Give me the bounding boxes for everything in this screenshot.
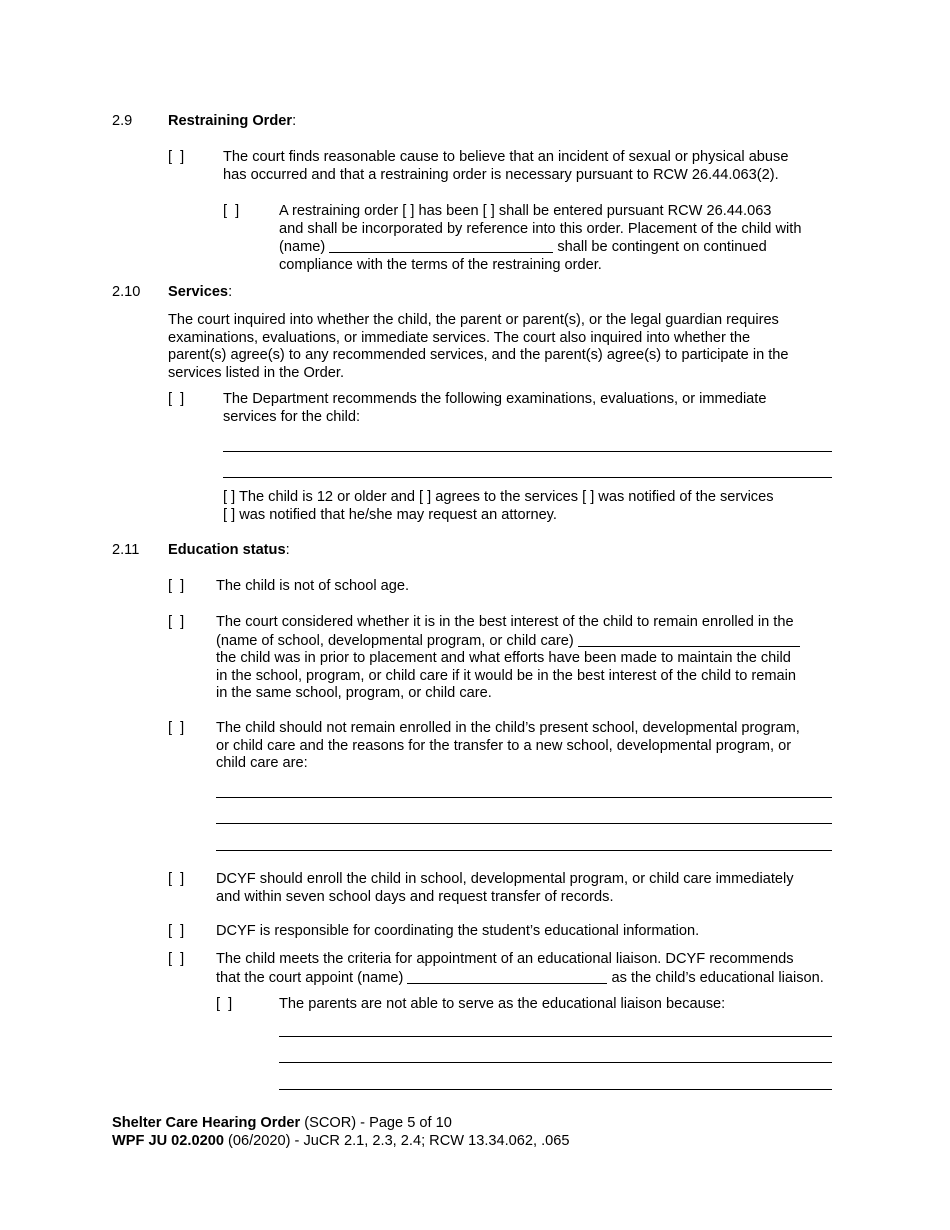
abuse-finding-text bbox=[223, 149, 788, 184]
footer-form-title bbox=[112, 1115, 452, 1133]
child-12-or-older-options[interactable] bbox=[223, 489, 774, 524]
school-name-line bbox=[216, 632, 800, 651]
checkbox-not-remain-enrolled[interactable]: [ ] bbox=[168, 720, 185, 736]
text-line: DCYF should enroll the child in school, developmental program, or child care immediately bbox=[216, 871, 794, 887]
text-line: compliance with the terms of the restraining order. bbox=[279, 256, 602, 273]
footer-page-number: (SCOR) - Page 5 of 10 bbox=[300, 1115, 452, 1131]
checkbox-dcyf-enroll[interactable]: [ ] bbox=[168, 871, 185, 887]
section-2-10-number: 2.10 bbox=[112, 284, 141, 300]
placement-name-line bbox=[279, 238, 801, 257]
text-line: parent(s) agree(s) to any recommended services, and the parent(s) agree(s) to participate in the bbox=[168, 347, 789, 363]
services-blank-line-1[interactable] bbox=[223, 451, 832, 452]
section-2-11-title: Education status bbox=[168, 542, 286, 558]
text-fragment: shall be contingent on continued bbox=[557, 239, 767, 255]
text-line: The court inquired into whether the child, the parent or parent(s), or the legal guardian requires bbox=[168, 312, 779, 328]
services-blank-line-2[interactable] bbox=[223, 477, 832, 478]
section-2-10-title: Services bbox=[168, 284, 229, 300]
text-fragment: that the court appoint (name) bbox=[216, 969, 404, 986]
checkbox-abuse-finding[interactable]: [ ] bbox=[168, 149, 185, 165]
checkbox-best-interest[interactable]: [ ] bbox=[168, 614, 185, 630]
services-intro bbox=[168, 312, 789, 382]
dcyf-enroll-text bbox=[216, 871, 794, 906]
text-line: The child should not remain enrolled in the child’s present school, developmental program, bbox=[216, 720, 800, 736]
text-line: in the school, program, or child care if it would be in the best interest of the child to remain bbox=[216, 667, 796, 684]
text-line: or child care and the reasons for the transfer to a new school, developmental program, or bbox=[216, 737, 792, 754]
liaison-reasons-line-2[interactable] bbox=[279, 1062, 832, 1063]
text-line: examinations, evaluations, or immediate services. The court also inquired into whether the bbox=[168, 329, 751, 346]
dcyf-coordinating-text: DCYF is responsible for coordinating the student’s educational information. bbox=[216, 923, 700, 939]
placement-name-field[interactable] bbox=[329, 238, 553, 253]
section-2-9-heading bbox=[168, 113, 296, 131]
checkbox-parents-not-able[interactable]: [ ] bbox=[216, 996, 233, 1012]
text-line: The child meets the criteria for appointment of an educational liaison. DCYF recommends bbox=[216, 951, 794, 967]
footer-citation: (06/2020) - JuCR 2.1, 2.3, 2.4; RCW 13.34.062, .065 bbox=[223, 1133, 570, 1149]
best-interest-text bbox=[216, 614, 800, 703]
colon: : bbox=[228, 284, 233, 300]
school-name-field[interactable] bbox=[578, 632, 800, 647]
text-line: services for the child: bbox=[223, 408, 361, 425]
footer-title-bold: Shelter Care Hearing Order bbox=[112, 1115, 301, 1131]
transfer-reasons-line-1[interactable] bbox=[216, 797, 832, 798]
section-2-11-heading bbox=[168, 542, 290, 560]
checkbox-dcyf-coordinating[interactable]: [ ] bbox=[168, 923, 185, 939]
checkbox-department-recommends[interactable]: [ ] bbox=[168, 391, 185, 407]
text-line: child care are: bbox=[216, 755, 308, 771]
educational-liaison-text bbox=[216, 951, 824, 987]
text-line: the child was in prior to placement and what efforts have been made to maintain the child bbox=[216, 650, 791, 666]
not-school-age-text: The child is not of school age. bbox=[216, 578, 410, 594]
department-recommends-text bbox=[223, 391, 766, 426]
footer-form-id bbox=[112, 1133, 570, 1151]
parents-not-able-text: The parents are not able to serve as the educational liaison because: bbox=[279, 996, 726, 1012]
text-line: The court considered whether it is in the best interest of the child to remain enrolled in the bbox=[216, 614, 794, 630]
text-line: in the same school, program, or child care. bbox=[216, 685, 492, 701]
text-line: has occurred and that a restraining order is necessary pursuant to RCW 26.44.063(2). bbox=[223, 166, 779, 183]
text-line: and within seven school days and request transfer of records. bbox=[216, 888, 614, 905]
text-line: The Department recommends the following examinations, evaluations, or immediate bbox=[223, 391, 767, 407]
restraining-order-text bbox=[279, 203, 801, 274]
liaison-name-line bbox=[216, 969, 824, 988]
text-fragment: as the child’s educational liaison. bbox=[611, 969, 824, 986]
not-remain-enrolled-text bbox=[216, 720, 800, 773]
section-2-11-number: 2.11 bbox=[112, 542, 140, 558]
liaison-name-field[interactable] bbox=[407, 969, 607, 984]
section-2-10-heading bbox=[168, 284, 232, 302]
section-2-9-number: 2.9 bbox=[112, 113, 133, 129]
checkbox-restraining-order[interactable]: [ ] bbox=[223, 203, 240, 219]
footer-form-number: WPF JU 02.0200 bbox=[112, 1133, 224, 1149]
text-line: services listed in the Order. bbox=[168, 364, 345, 381]
liaison-reasons-line-1[interactable] bbox=[279, 1036, 832, 1037]
text-line: and shall be incorporated by reference into this order. Placement of the child with bbox=[279, 220, 802, 237]
text-line: [ ] was notified that he/she may request an attorney. bbox=[223, 506, 557, 523]
text-fragment: (name of school, developmental program, or child care) bbox=[216, 632, 574, 649]
checkbox-not-school-age[interactable]: [ ] bbox=[168, 578, 185, 594]
text-line: A restraining order [ ] has been [ ] shall be entered pursuant RCW 26.44.063 bbox=[279, 203, 772, 219]
section-2-9-title: Restraining Order bbox=[168, 113, 293, 129]
colon: : bbox=[285, 542, 290, 558]
text-line: The court finds reasonable cause to believe that an incident of sexual or physical abuse bbox=[223, 149, 789, 165]
colon: : bbox=[292, 113, 297, 129]
transfer-reasons-line-3[interactable] bbox=[216, 850, 832, 851]
checkbox-educational-liaison[interactable]: [ ] bbox=[168, 951, 185, 967]
transfer-reasons-line-2[interactable] bbox=[216, 823, 832, 824]
text-line: [ ] The child is 12 or older and [ ] agrees to the services [ ] was notified of the services bbox=[223, 489, 774, 505]
name-label: (name) bbox=[279, 239, 326, 255]
liaison-reasons-line-3[interactable] bbox=[279, 1089, 832, 1090]
